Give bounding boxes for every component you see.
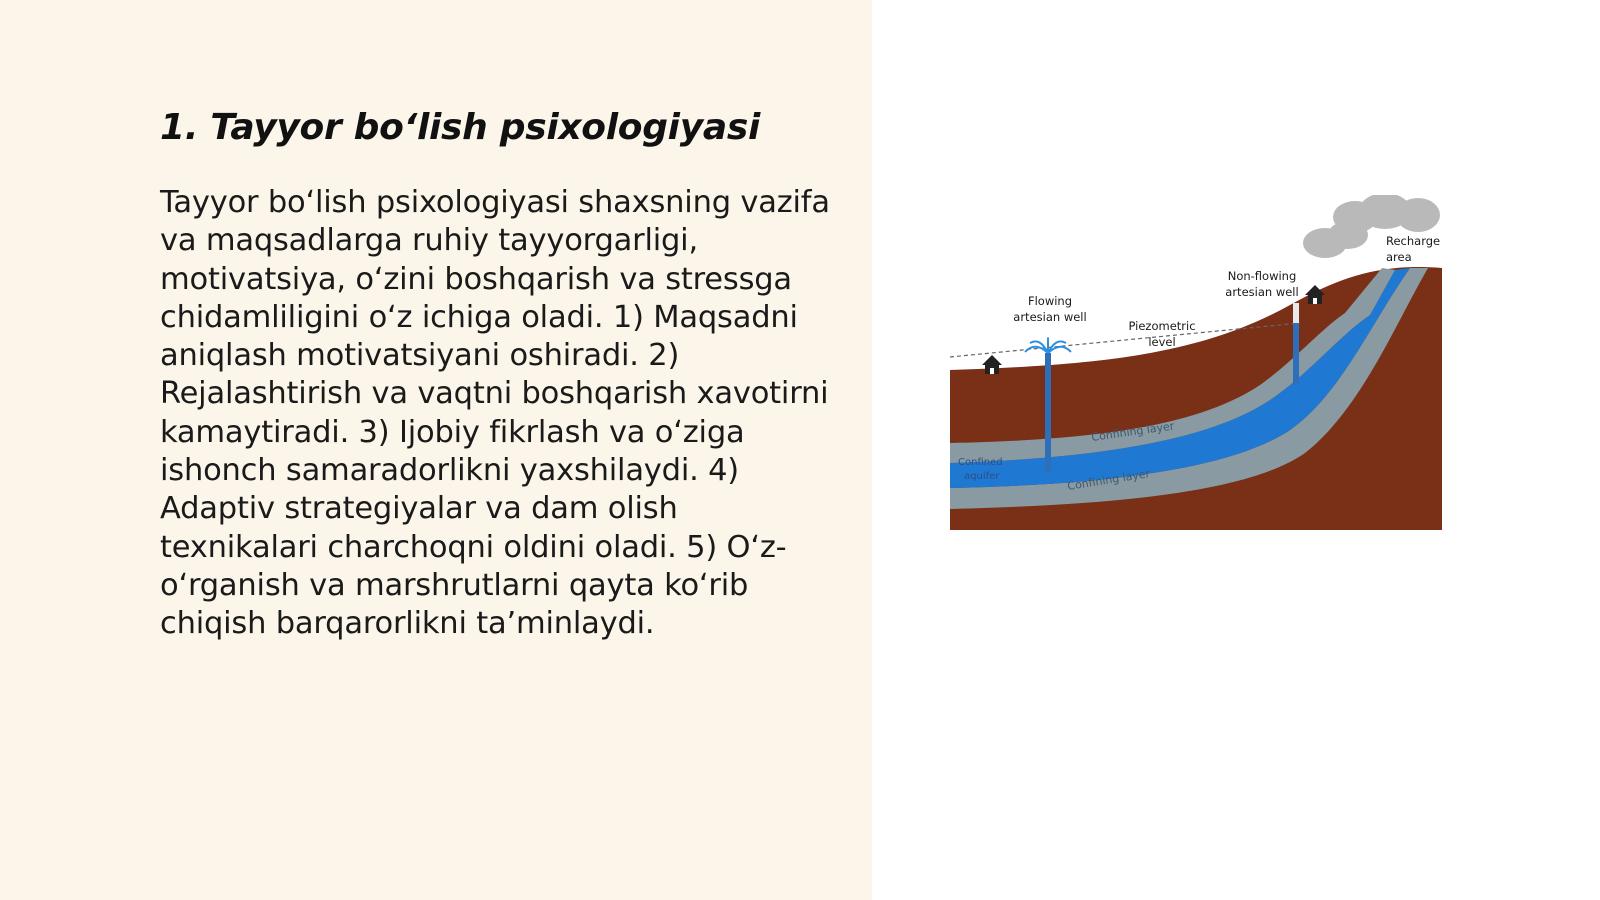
piezometric-label-line1: Piezometric [1128,319,1196,333]
piezometric-label-line2: level [1148,335,1176,349]
nonflowing-well-casing [1293,303,1299,323]
recharge-label-line2: area [1386,250,1412,264]
house-icon [1305,285,1325,304]
nonflowing-well-label-line1: Non-flowing [1227,269,1297,283]
artesian-aquifer-diagram [950,195,1455,535]
upper-confining-label: Confining layer [1090,419,1175,444]
nonflowing-well-label-line2: artesian well [1225,285,1299,299]
flowing-well-label-line2: artesian well [1013,310,1087,324]
flowing-well-label-line1: Flowing [1027,294,1073,308]
slide-title: 1. Tayyor bo‘lish psixologiyasi [160,107,761,148]
flowing-well-pipe [1045,353,1051,473]
recharge-label-line1: Recharge [1386,234,1441,248]
slide-body-text: Tayyor bo‘lish psixologiyasi shaxsning vazifa va maqsadlarga ruhiy tayyorgarligi, motivatsiya, o‘zini boshqarish va stressga chidamliligini o‘z ichiga oladi. 1) Maqsadni aniqlash motivatsiyani oshiradi. 2) Rejalashtirish va vaqtni boshqarish xavotirni kamaytiradi. 3) Ijobiy fikrlash va o‘ziga ishonch samaradorlikni yaxshilaydi. 4) Adaptiv strategiyalar va dam olish texnikalari charchoqni oldini oladi. 5) O‘z-o‘rganish va marshrutlarni qayta ko‘rib chiqish barqarorlikni ta’minlaydi. [160,185,830,642]
aquifer-label-line2: aquifer [964,471,1000,482]
cloud-icon [1303,195,1440,258]
lower-confining-label: Confining layer [1066,467,1151,493]
aquifer-label-line1: Confined [958,457,1003,468]
house-icon [982,355,1002,374]
